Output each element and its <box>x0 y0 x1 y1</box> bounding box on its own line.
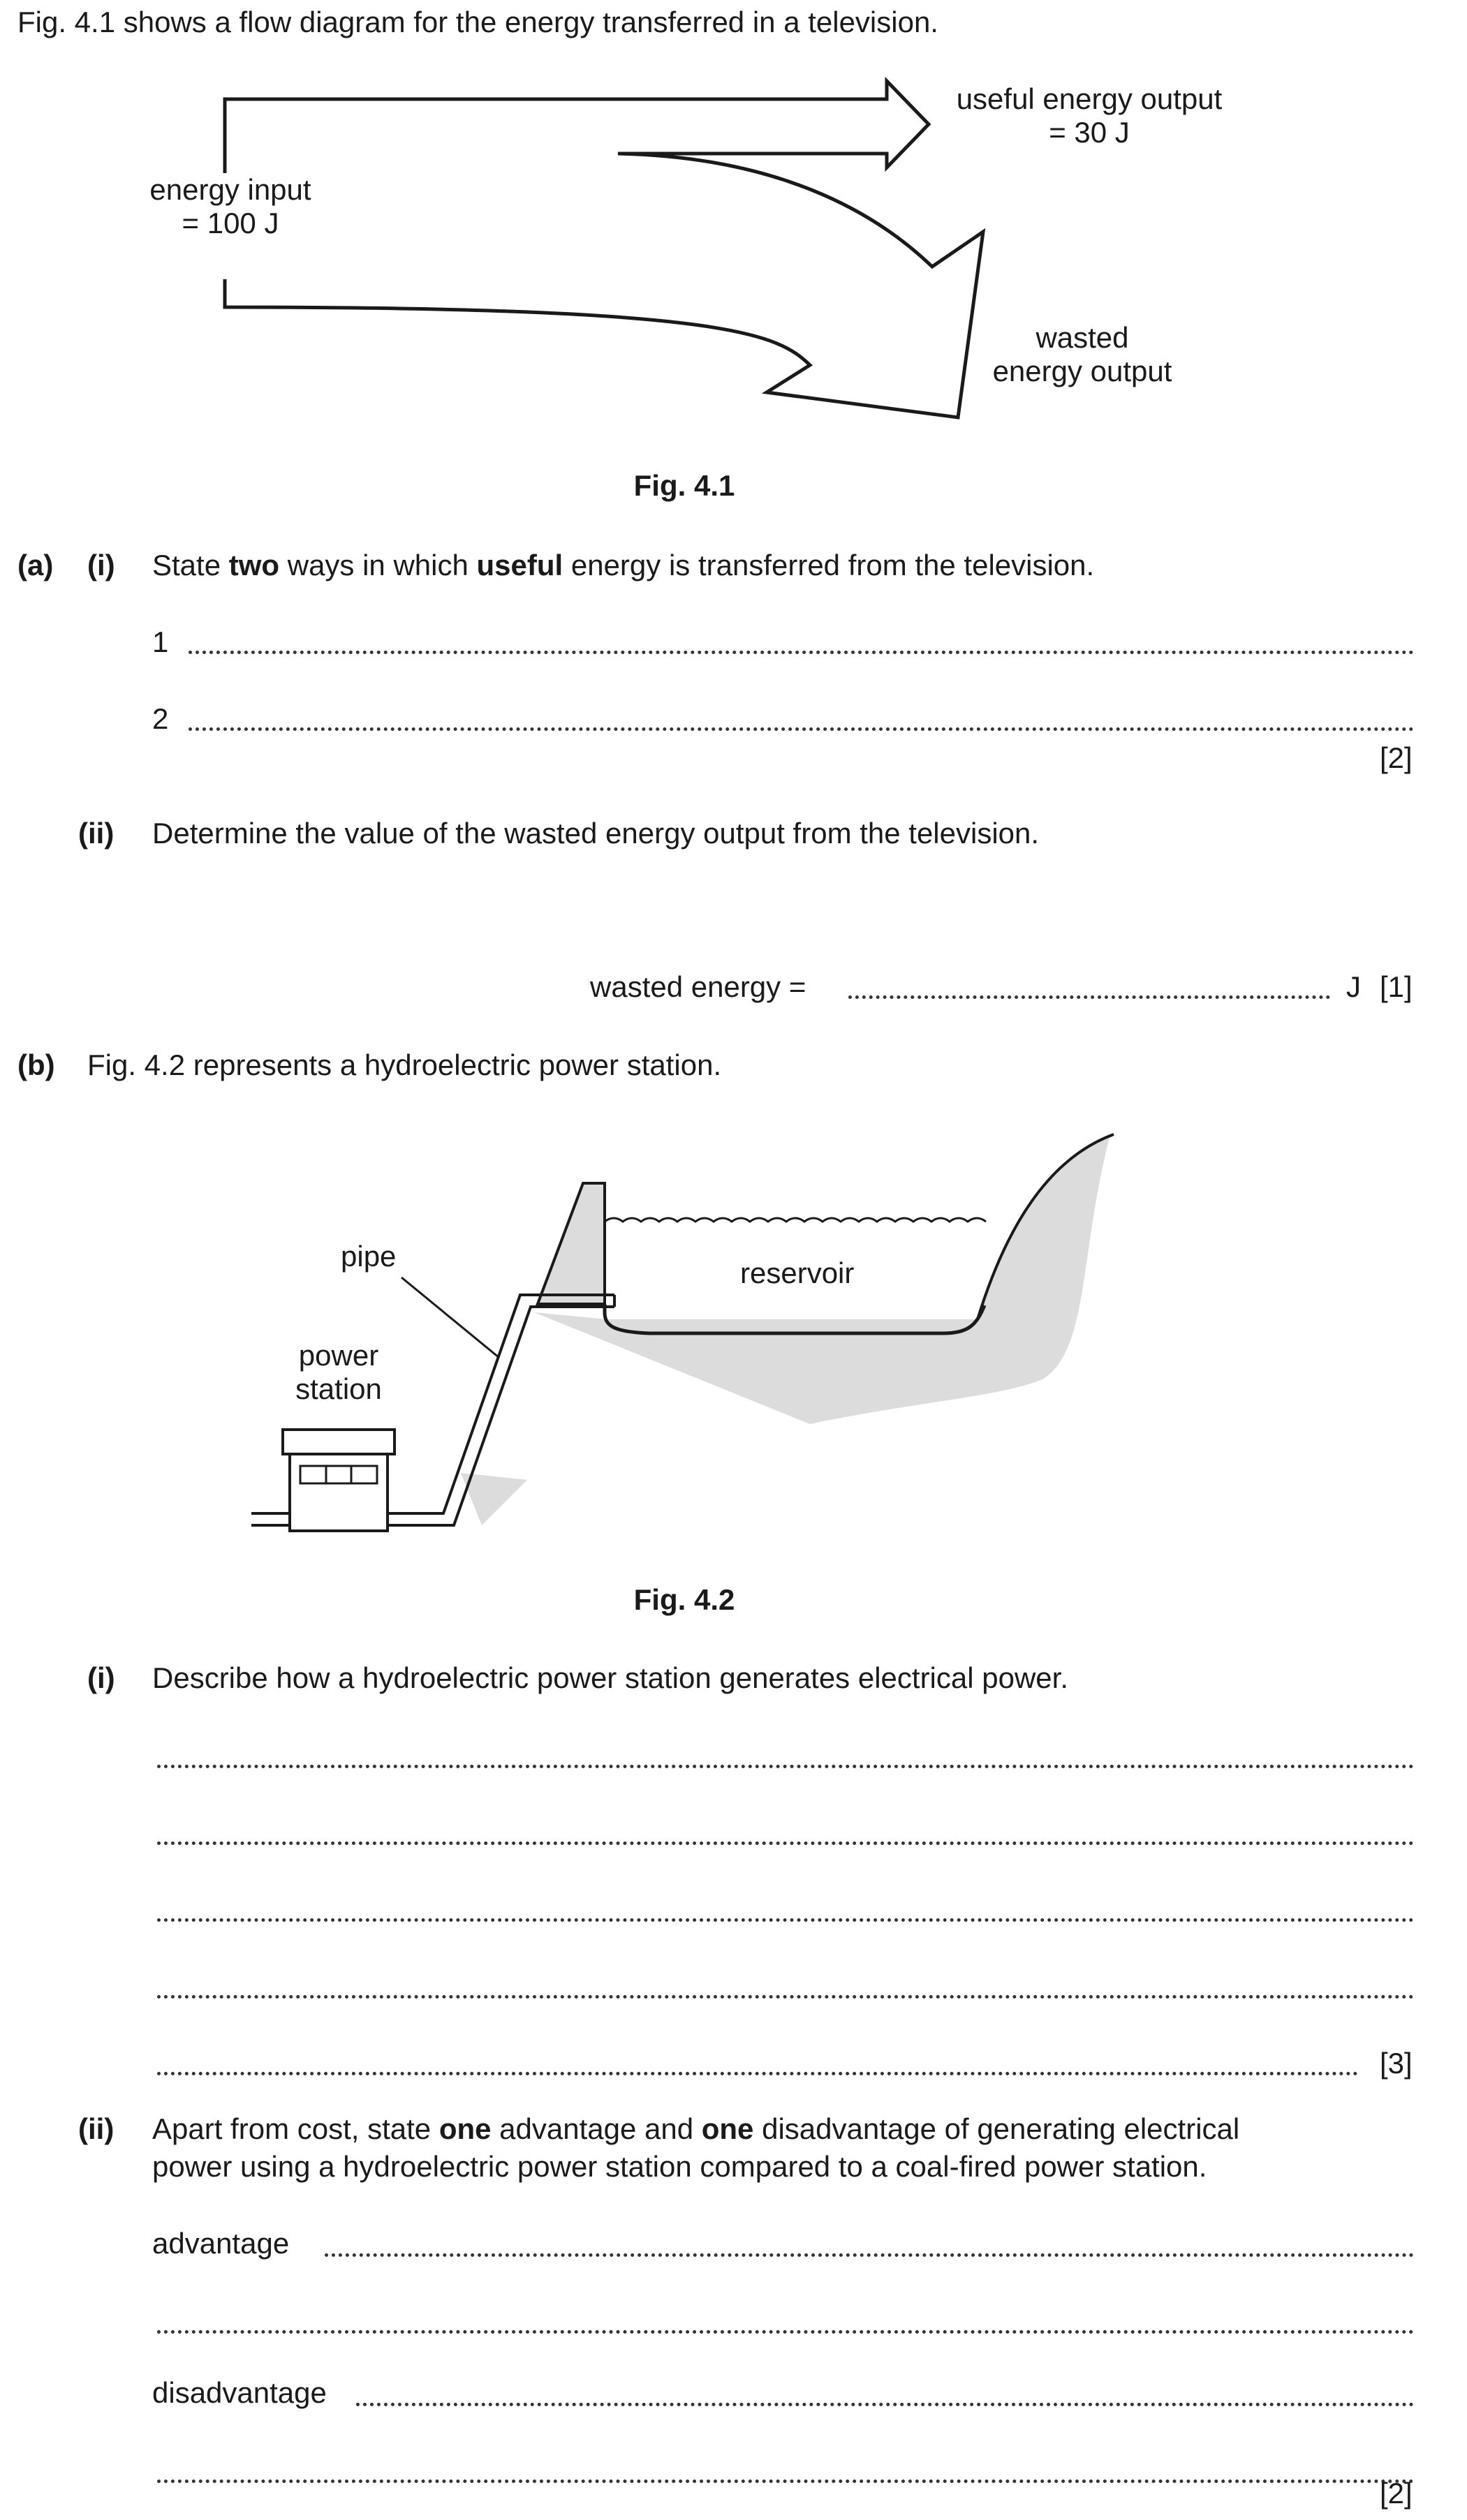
power-station-label-line1: power <box>298 1339 379 1372</box>
fig-4-1-caption: Fig. 4.1 <box>633 469 735 502</box>
part-b-i-label: (i) <box>87 1661 115 1694</box>
part-b-label: (b) <box>17 1048 55 1081</box>
part-b-ii-question-line2: power using a hydroelectric power station compared to a coal-fired power station. <box>152 2150 1207 2183</box>
answer-line-1-number: 1 <box>152 625 169 658</box>
answer-line-b-i-2[interactable] <box>157 1841 1414 1845</box>
part-a-label: (a) <box>17 549 54 581</box>
part-b-ii-label: (ii) <box>78 2112 115 2145</box>
disadvantage-answer-line-1[interactable] <box>356 2403 1414 2406</box>
part-a-ii-label: (ii) <box>78 817 115 850</box>
marks-b-ii: [2] <box>1380 2477 1413 2510</box>
disadvantage-label: disadvantage <box>152 2376 327 2409</box>
marks-b-i: [3] <box>1380 2047 1413 2080</box>
pipe-label: pipe <box>341 1240 397 1273</box>
advantage-answer-line-2[interactable] <box>157 2330 1414 2334</box>
useful-output-label: useful energy output <box>956 82 1223 115</box>
disadvantage-answer-line-2[interactable] <box>157 2480 1414 2483</box>
wasted-output-label-line1: wasted <box>1035 321 1129 354</box>
reservoir-label: reservoir <box>740 1257 855 1289</box>
answer-line-2-number: 2 <box>152 702 169 735</box>
part-a-ii-question: Determine the value of the wasted energy output from the television. <box>152 817 1040 850</box>
answer-line-b-i-1[interactable] <box>157 1765 1414 1768</box>
part-b-i-question: Describe how a hydroelectric power station generates electrical power. <box>152 1661 1068 1694</box>
intro-text: Fig. 4.1 shows a flow diagram for the energy transferred in a television. <box>17 6 938 38</box>
marks-a-i: [2] <box>1380 741 1413 774</box>
energy-input-value: = 100 J <box>182 207 279 239</box>
energy-input-label: energy input <box>149 173 311 206</box>
marks-a-ii: [1] <box>1380 970 1413 1003</box>
advantage-answer-line-1[interactable] <box>325 2253 1414 2257</box>
part-a-i-question: State two ways in which useful energy is transferred from the television. <box>152 549 1095 581</box>
advantage-label: advantage <box>152 2227 290 2260</box>
answer-line-b-i-5[interactable] <box>157 2072 1358 2075</box>
wasted-energy-answer-label: wasted energy = <box>590 970 806 1003</box>
answer-line-b-i-4[interactable] <box>157 1995 1414 1999</box>
useful-output-value: = 30 J <box>1049 116 1130 149</box>
part-b-text: Fig. 4.2 represents a hydroelectric power station. <box>87 1048 722 1081</box>
part-a-i-label: (i) <box>87 549 115 581</box>
wasted-energy-unit: J <box>1346 970 1361 1003</box>
part-b-ii-question-line1: Apart from cost, state one advantage and one disadvantage of generating electrical <box>152 2112 1240 2145</box>
fig-4-2-caption: Fig. 4.2 <box>633 1583 735 1616</box>
answer-line-b-i-3[interactable] <box>157 1918 1414 1922</box>
wasted-output-label-line2: energy output <box>992 355 1172 387</box>
power-station-label-line2: station <box>295 1372 382 1405</box>
